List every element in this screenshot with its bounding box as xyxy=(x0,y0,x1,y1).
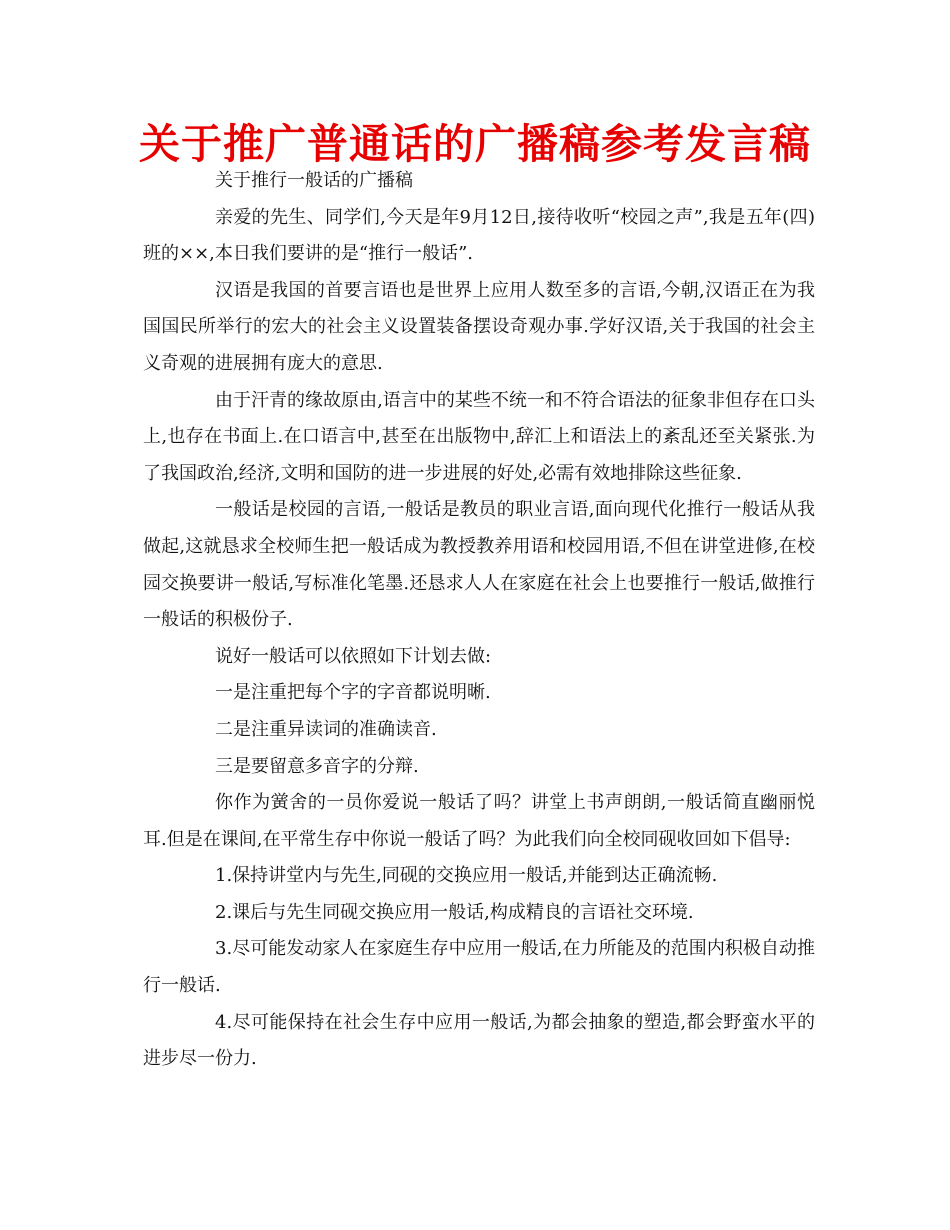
list-item: 二是注重异读词的准确读音. xyxy=(215,718,437,740)
paragraph: 说好一般话可以依照如下计划去做: xyxy=(215,645,492,667)
document-body xyxy=(143,163,815,1078)
paragraph-greeting: 亲爱的先生、同学们,今天是年9月12日,接待收听“校园之声”,我是五年(四)班的××,本日我们要讲的是“推行一般话”. xyxy=(143,206,815,265)
numbered-item: 1.保持讲堂内与先生,同砚的交换应用一般话,并能到达正确流畅. xyxy=(215,865,718,887)
numbered-item: 2.课后与先生同砚交换应用一般话,构成精良的言语社交环境. xyxy=(215,901,694,923)
numbered-item: 3.尽可能发动家人在家庭生存中应用一般话,在力所能及的范围内积极自动推行一般话. xyxy=(143,938,815,997)
paragraph: 汉语是我国的首要言语也是世界上应用人数至多的言语,今朝,汉语正在为我国国民所举行的宏大的社会主义设置装备摆设奇观办事.学好汉语,关于我国的社会主义奇观的进展拥有庞大的意思. xyxy=(143,279,815,374)
list-item: 三是要留意多音字的分辩. xyxy=(215,755,419,777)
paragraph: 由于汗青的缘故原由,语言中的某些不统一和不符合语法的征象非但存在口头上,也存在书面上.在口语言中,甚至在出版物中,辞汇上和语法上的紊乱还至关紧张.为了我国政治,经济,文明和国防的进一步进展的好处,必需有效地排除这些征象. xyxy=(143,389,815,484)
list-item: 一是注重把每个字的字音都说明晰. xyxy=(215,682,491,704)
document-title: 关于推广普通话的广播稿参考发言稿 xyxy=(139,120,811,168)
paragraph: 你作为黉舍的一员你爱说一般话了吗？讲堂上书声朗朗,一般话简直幽丽悦耳.但是在课间,在平常生存中你说一般话了吗？为此我们向全校同砚收回如下倡导: xyxy=(143,792,815,850)
numbered-item: 4.尽可能保持在社会生存中应用一般话,为都会抽象的塑造,都会野蛮水平的进步尽一份力. xyxy=(143,1011,815,1070)
paragraph-subtitle: 关于推行一般话的广播稿 xyxy=(215,170,413,191)
paragraph: 一般话是校园的言语,一般话是教员的职业言语,面向现代化推行一般话从我做起,这就恳求全校师生把一般话成为教授教养用语和校园用语,不但在讲堂进修,在校园交换要讲一般话,写标准化笔墨.还恳求人人在家庭在社会上也要推行一般话,做推行一般话的积极份子. xyxy=(143,499,815,631)
